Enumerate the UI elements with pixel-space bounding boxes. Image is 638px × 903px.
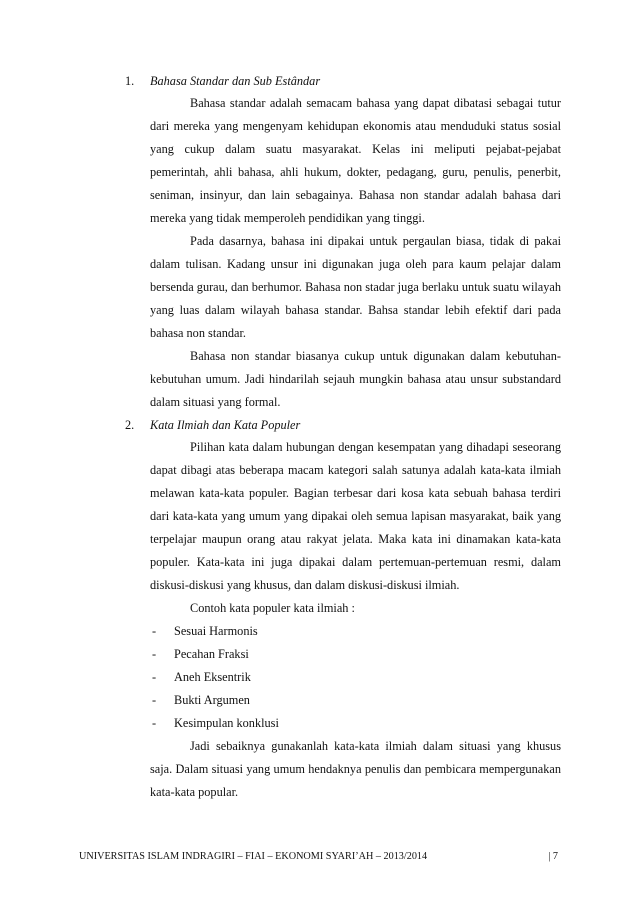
section-1-heading: [0, 70, 638, 92]
section-2-paragraph-1: Pilihan kata dalam hubungan dengan kesempatan yang dihadapi seseorang dapat dibagi atas beberapa macam kategori salah satunya adalah kata-kata ilmiah melawan kata-kata populer. Bagian terbesar dari kosa kata sebuah bahasa terdiri dari kata-kata yang umum yang dipakai oleh semua lapisan masyarakat, baik yang terpelajar maupun orang atau rakyat jelata. Maka kata ini dinamakan kata-kata populer. Kata-kata ini juga dipakai dalam pertemuan-pertemuan resmi, dalam diskusi-diskusi yang khusus, dan dalam diskusi-diskusi ilmiah.: [150, 440, 561, 592]
list-item: - Kesimpulan konklusi: [152, 716, 279, 730]
example-list: [0, 620, 638, 735]
section-1-paragraph-2: Pada dasarnya, bahasa ini dipakai untuk pergaulan biasa, tidak di pakai dalam tulisan. Kadang unsur ini digunakan juga oleh para kaum pelajar dalam bersenda gurau, dan berhumor. Bahasa non stadar juga berlaku untuk suatu wilayah yang luas dalam wilayah bahasa standar. Bahsa standar lebih efektif dari pada bahasa non standar.: [150, 234, 561, 340]
list-item: - Aneh Eksentrik: [152, 670, 251, 684]
page-number: | 7: [548, 851, 558, 862]
section-2-heading: [0, 414, 638, 436]
section-1-title: Bahasa Standar dan Sub Estândar: [150, 74, 321, 88]
section-2-title: Kata Ilmiah dan Kata Populer: [150, 418, 301, 432]
section-1-paragraph-3: Bahasa non standar biasanya cukup untuk digunakan dalam kebutuhan-kebutuhan umum. Jadi hindarilah sejauh mungkin bahasa atau unsur substandard dalam situasi yang formal.: [150, 349, 561, 409]
list-item: - Sesuai Harmonis: [152, 624, 258, 638]
page-content: [0, 70, 638, 804]
footer-institution: UNIVERSITAS ISLAM INDRAGIRI – FIAI – EKONOMI SYARI’AH – 2013/2014: [79, 851, 428, 862]
section-2-number: 2.: [125, 418, 135, 432]
section-2-examples-intro: Contoh kata populer kata ilmiah :: [190, 601, 355, 615]
list-item: - Pecahan Fraksi: [152, 647, 249, 661]
section-1-paragraph-1: Bahasa standar adalah semacam bahasa yang dapat dibatasi sebagai tutur dari mereka yang mengenyam kehidupan ekonomis atau menduduki status sosial yang cukup dalam suatu masyarakat. Kelas ini meliputi pejabat-pejabat pemerintah, ahli bahasa, ahli hukum, dokter, pedagang, guru, penulis, penerbit, seniman, insinyur, dan lain sebagainya. Bahasa non standar adalah bahasa dari mereka yang tidak memperoleh pendidikan yang tinggi.: [150, 96, 561, 225]
section-1-number: 1.: [125, 74, 135, 88]
list-item: - Bukti Argumen: [152, 693, 250, 707]
page-footer: [79, 850, 558, 864]
section-2-closing-paragraph: Jadi sebaiknya gunakanlah kata-kata ilmiah dalam situasi yang khusus saja. Dalam situasi yang umum hendaknya penulis dan pembicara mempergunakan kata-kata popular.: [150, 739, 561, 799]
